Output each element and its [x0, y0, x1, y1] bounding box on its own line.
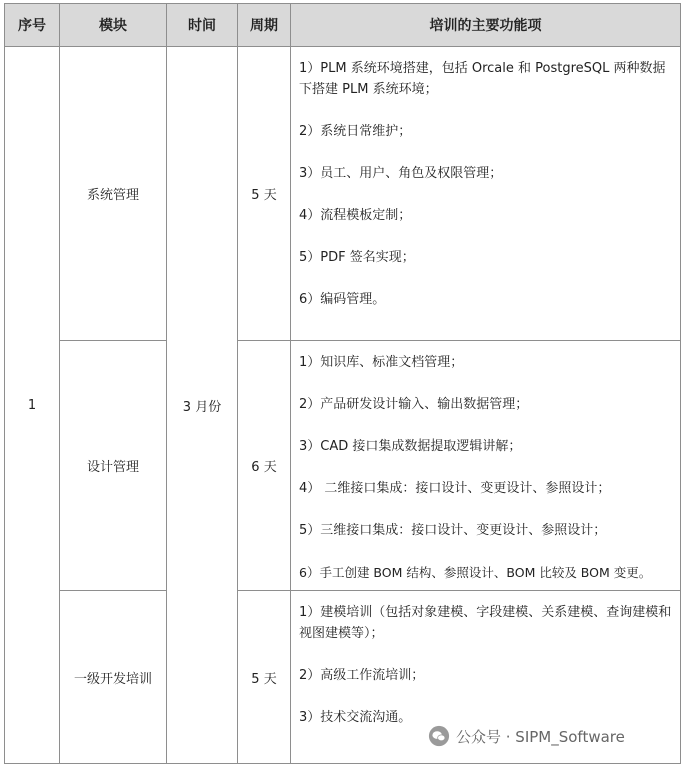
- feature-item: 2）系统日常维护；: [299, 124, 412, 139]
- feature-item: 2）高级工作流培训；: [299, 668, 425, 683]
- module-name: 设计管理: [60, 341, 167, 591]
- header-time: 时间: [167, 4, 238, 47]
- header-period: 周期: [238, 4, 291, 47]
- feature-item: 4） 二维接口集成：接口设计、变更设计、参照设计；: [299, 481, 611, 496]
- feature-item: 4）流程模板定制；: [299, 208, 412, 223]
- feature-list: [291, 341, 681, 591]
- feature-item: 1）知识库、标准文档管理；: [299, 355, 464, 370]
- time-cell: 3 月份: [167, 47, 238, 764]
- period-cell: 5 天: [238, 47, 291, 341]
- period-cell: 5 天: [238, 591, 291, 764]
- feature-item: 2）产品研发设计输入、输出数据管理；: [299, 397, 529, 412]
- header-features: 培训的主要功能项: [291, 4, 681, 47]
- training-table: [4, 3, 681, 764]
- feature-item: 6）编码管理。: [299, 292, 386, 307]
- feature-item: 3）CAD 接口集成数据提取逻辑讲解；: [299, 439, 522, 454]
- row-number: 1: [5, 47, 60, 764]
- module-name: 一级开发培训: [60, 591, 167, 764]
- table-row: [5, 341, 681, 591]
- feature-item: 5）三维接口集成：接口设计、变更设计、参照设计；: [299, 523, 607, 538]
- header-module: 模块: [60, 4, 167, 47]
- header-row: [5, 4, 681, 47]
- feature-item: 1）PLM 系统环境搭建，包括 Orcale 和 PostgreSQL 两种数据下搭建 PLM 系统环境；: [299, 61, 666, 97]
- feature-item: 3）员工、用户、角色及权限管理；: [299, 166, 503, 181]
- feature-item: 1）建模培训（包括对象建模、字段建模、关系建模、查询建模和视图建模等）；: [299, 605, 672, 641]
- feature-item: 6）手工创建 BOM 结构、参照设计、BOM 比较及 BOM 变更。: [299, 565, 652, 580]
- watermark-text: 公众号 · SIPM_Software: [456, 727, 625, 746]
- period-cell: 6 天: [238, 341, 291, 591]
- watermark: [424, 722, 629, 750]
- feature-list: [291, 47, 681, 341]
- table-row: [5, 47, 681, 341]
- feature-item: 3）技术交流沟通。: [299, 710, 412, 725]
- header-index: 序号: [5, 4, 60, 47]
- wechat-icon: [428, 725, 450, 747]
- module-name: 系统管理: [60, 47, 167, 341]
- feature-item: 5）PDF 签名实现；: [299, 250, 415, 265]
